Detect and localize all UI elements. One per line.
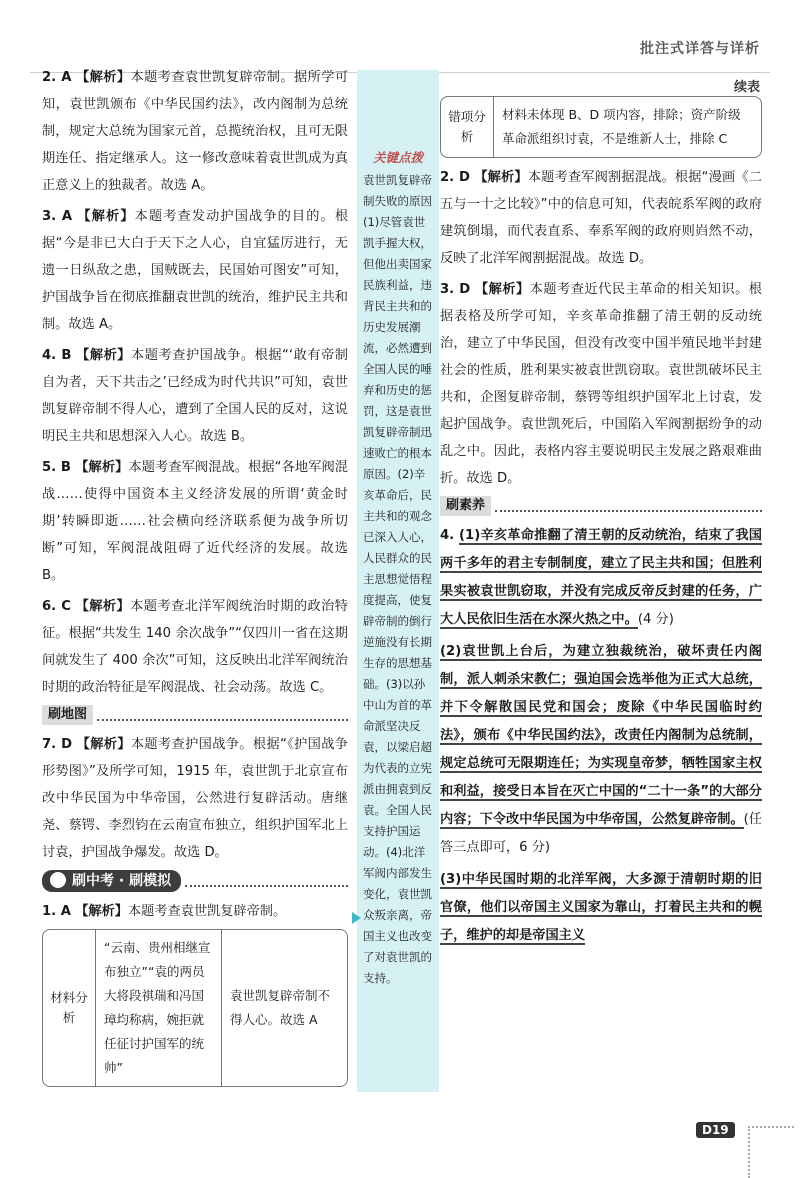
corner-decoration [748,1126,794,1178]
section-exam-header: 刷中考 · 刷模拟 [42,870,348,892]
answer-e2: 2. D 【解析】本题考查军阀割据混战。根据“漫画《二五与一十之比较》”中的信息可知，代表皖系军阀的政府建筑倒塌，而代表直系、奉系军阀的政府则岿然不动，反映了北洋军阀割据混战。故选 D。 [440,170,762,266]
answer-q6: 6. C 【解析】本题考查北洋军阀统治时期的政治特征。根据“共发生 140 余次战争”“仅四川一省在这期间就发生了 400 余次”可知，这反映出北洋军阀统治时期的政治特征是军阀混战、社会动荡。故选 C。 [42,599,348,695]
answer-q2: 2. A 【解析】本题考查袁世凯复辟帝制。据所学可知，袁世凯颁布《中华民国约法》，改内阁制为总统制，规定大总统为国家元首，总揽统治权，且可无限期连任、指定继承人。这一修改意味着袁世凯成为真正意义上的独裁者。故选 A。 [42,70,349,193]
table-label: 材料分析 [43,930,96,1086]
table-text: 材料未体现 B、D 项内容，排除；资产阶级革命派组织讨袁，不是维新人士，排除 C [502,107,741,146]
wrong-option-table [440,96,762,158]
sidebar-text: 袁世凯复辟帝制失败的原因(1)尽管袁世凯手握大权，但他出卖国家民族利益，违背民主共和的历史发展潮流，必然遭到全国人民的唾弃和历史的惩罚，这是袁世凯复辟帝制迅速败亡的根本原因。(2)辛亥革命后，民主共和的观念已深入人心，人民群众的民主思想觉悟程度提高，使复辟帝制的倒行逆施没有长期生存的思想基础。(3)以孙中山为首的革命派坚决反袁，以梁启超为代表的立宪派由拥袁到反袁。全国人民支持护国运动。(4)北洋军阀内部发生变化，袁世凯众叛亲离，帝国主义也改变了对袁世凯的支持。 [363,173,432,985]
material-analysis-table [42,929,348,1087]
answer-e1: 1. A 【解析】本题考查袁世凯复辟帝制。 [42,904,287,919]
pointer-arrow-icon [352,912,361,924]
answer-e4: 4. (1)辛亥革命推翻了清王朝的反动统治，结束了我国两千多年的君主专制制度，建立了民主共和国；但胜利果实被袁世凯窃取，并没有完成反帝反封建的任务，广大人民依旧生活在水深火热之中。(4 分) (2)袁世凯上台后，为建立独裁统治，破坏责任内阁制，派人刺杀宋教仁；强迫国会选举他为正式大总统，并下令解散国民党和国会；废除《中华民国临时约法》，颁布《中华民国约法》，改责任内阁制为总统制，规定总统可无限期连任；为实现皇帝梦，牺牲国家主权和利益，接受日本旨在灭亡中国的“二十一条”的大部分内容；下令改中华民国为中华帝国，公然复辟帝制。(任答三点即可，6 分) (3)中华民国时期的北洋军阀，大多源于清朝时期的旧官僚，他们以帝国主义国家为靠山，打着民主共和的幌子，维护的却是帝国主义 [440,528,762,943]
left-column [42,64,348,1093]
continued-label: 续表 [733,80,760,95]
table-analysis: 袁世凯复辟帝制不得人心。故选 A [221,930,347,1086]
table-label: 错项分析 [441,97,494,157]
section-map-header: 刷地图 [42,705,348,725]
exam-badge-icon [50,872,66,888]
page-number: D19 [696,1122,735,1138]
right-column [440,94,762,954]
table-material: “云南、贵州相继宣布独立”“袁的两员大将段祺瑞和冯国璋均称病，婉拒就任征讨护国军的统帅” [104,940,211,1075]
answer-e3: 3. D 【解析】本题考查近代民主革命的相关知识。根据表格及所学可知，辛亥革命推翻了清王朝的反动统治，建立了中华民国，但没有改变中国半殖民地半封建社会的性质，胜利果实被袁世凯窃取。袁世凯破坏民主共和，企图复辟帝制，蔡锷等组织护国军北上讨袁，发起护国战争。袁世凯死后，中国陷入军阀割据纷争的动乱之中。因此，表格内容主要说明民主发展之路艰难曲折。故选 D。 [440,282,762,486]
sidebar-title: 关键点拨 [372,150,423,165]
key-tip-sidebar [357,70,439,1092]
answer-q5: 5. B 【解析】本题考查军阀混战。根据“各地军阀混战……使得中国资本主义经济发展的所谓‘黄金时期’转瞬即逝……社会横向经济联系便为战争所切断”可知，军阀混战阻碍了近代经济的发展。故选 B。 [42,460,348,583]
header-title: 批注式详答与详析 [640,41,760,57]
answer-q3: 3. A 【解析】本题考查发动护国战争的目的。根据“今是非已大白于天下之人心，自宜猛厉进行，无遗一日纵敌之患，国贼既去，民国始可图安”可知，护国战争旨在彻底推翻袁世凯的统治，维护民主共和制。故选 A。 [42,209,349,332]
section-literacy-header: 刷素养 [440,496,762,516]
answer-q4: 4. B 【解析】本题考查护国战争。根据“‘敢有帝制自为者，天下共击之’已经成为时代共识”可知，袁世凯复辟帝制不得人心，遭到了全国人民的反对，这说明民主共和思想深入人心。故选 B。 [42,348,348,444]
answer-q7: 7. D 【解析】本题考查护国战争。根据“《护国战争形势图》”及所学可知，1915 年，袁世凯于北京宣布改中华民国为中华帝国，公然进行复辟活动。唐继尧、蔡锷、李烈钧在云南宣布独立，组织护国军北上讨袁，护国战争爆发。故选 D。 [42,737,348,860]
